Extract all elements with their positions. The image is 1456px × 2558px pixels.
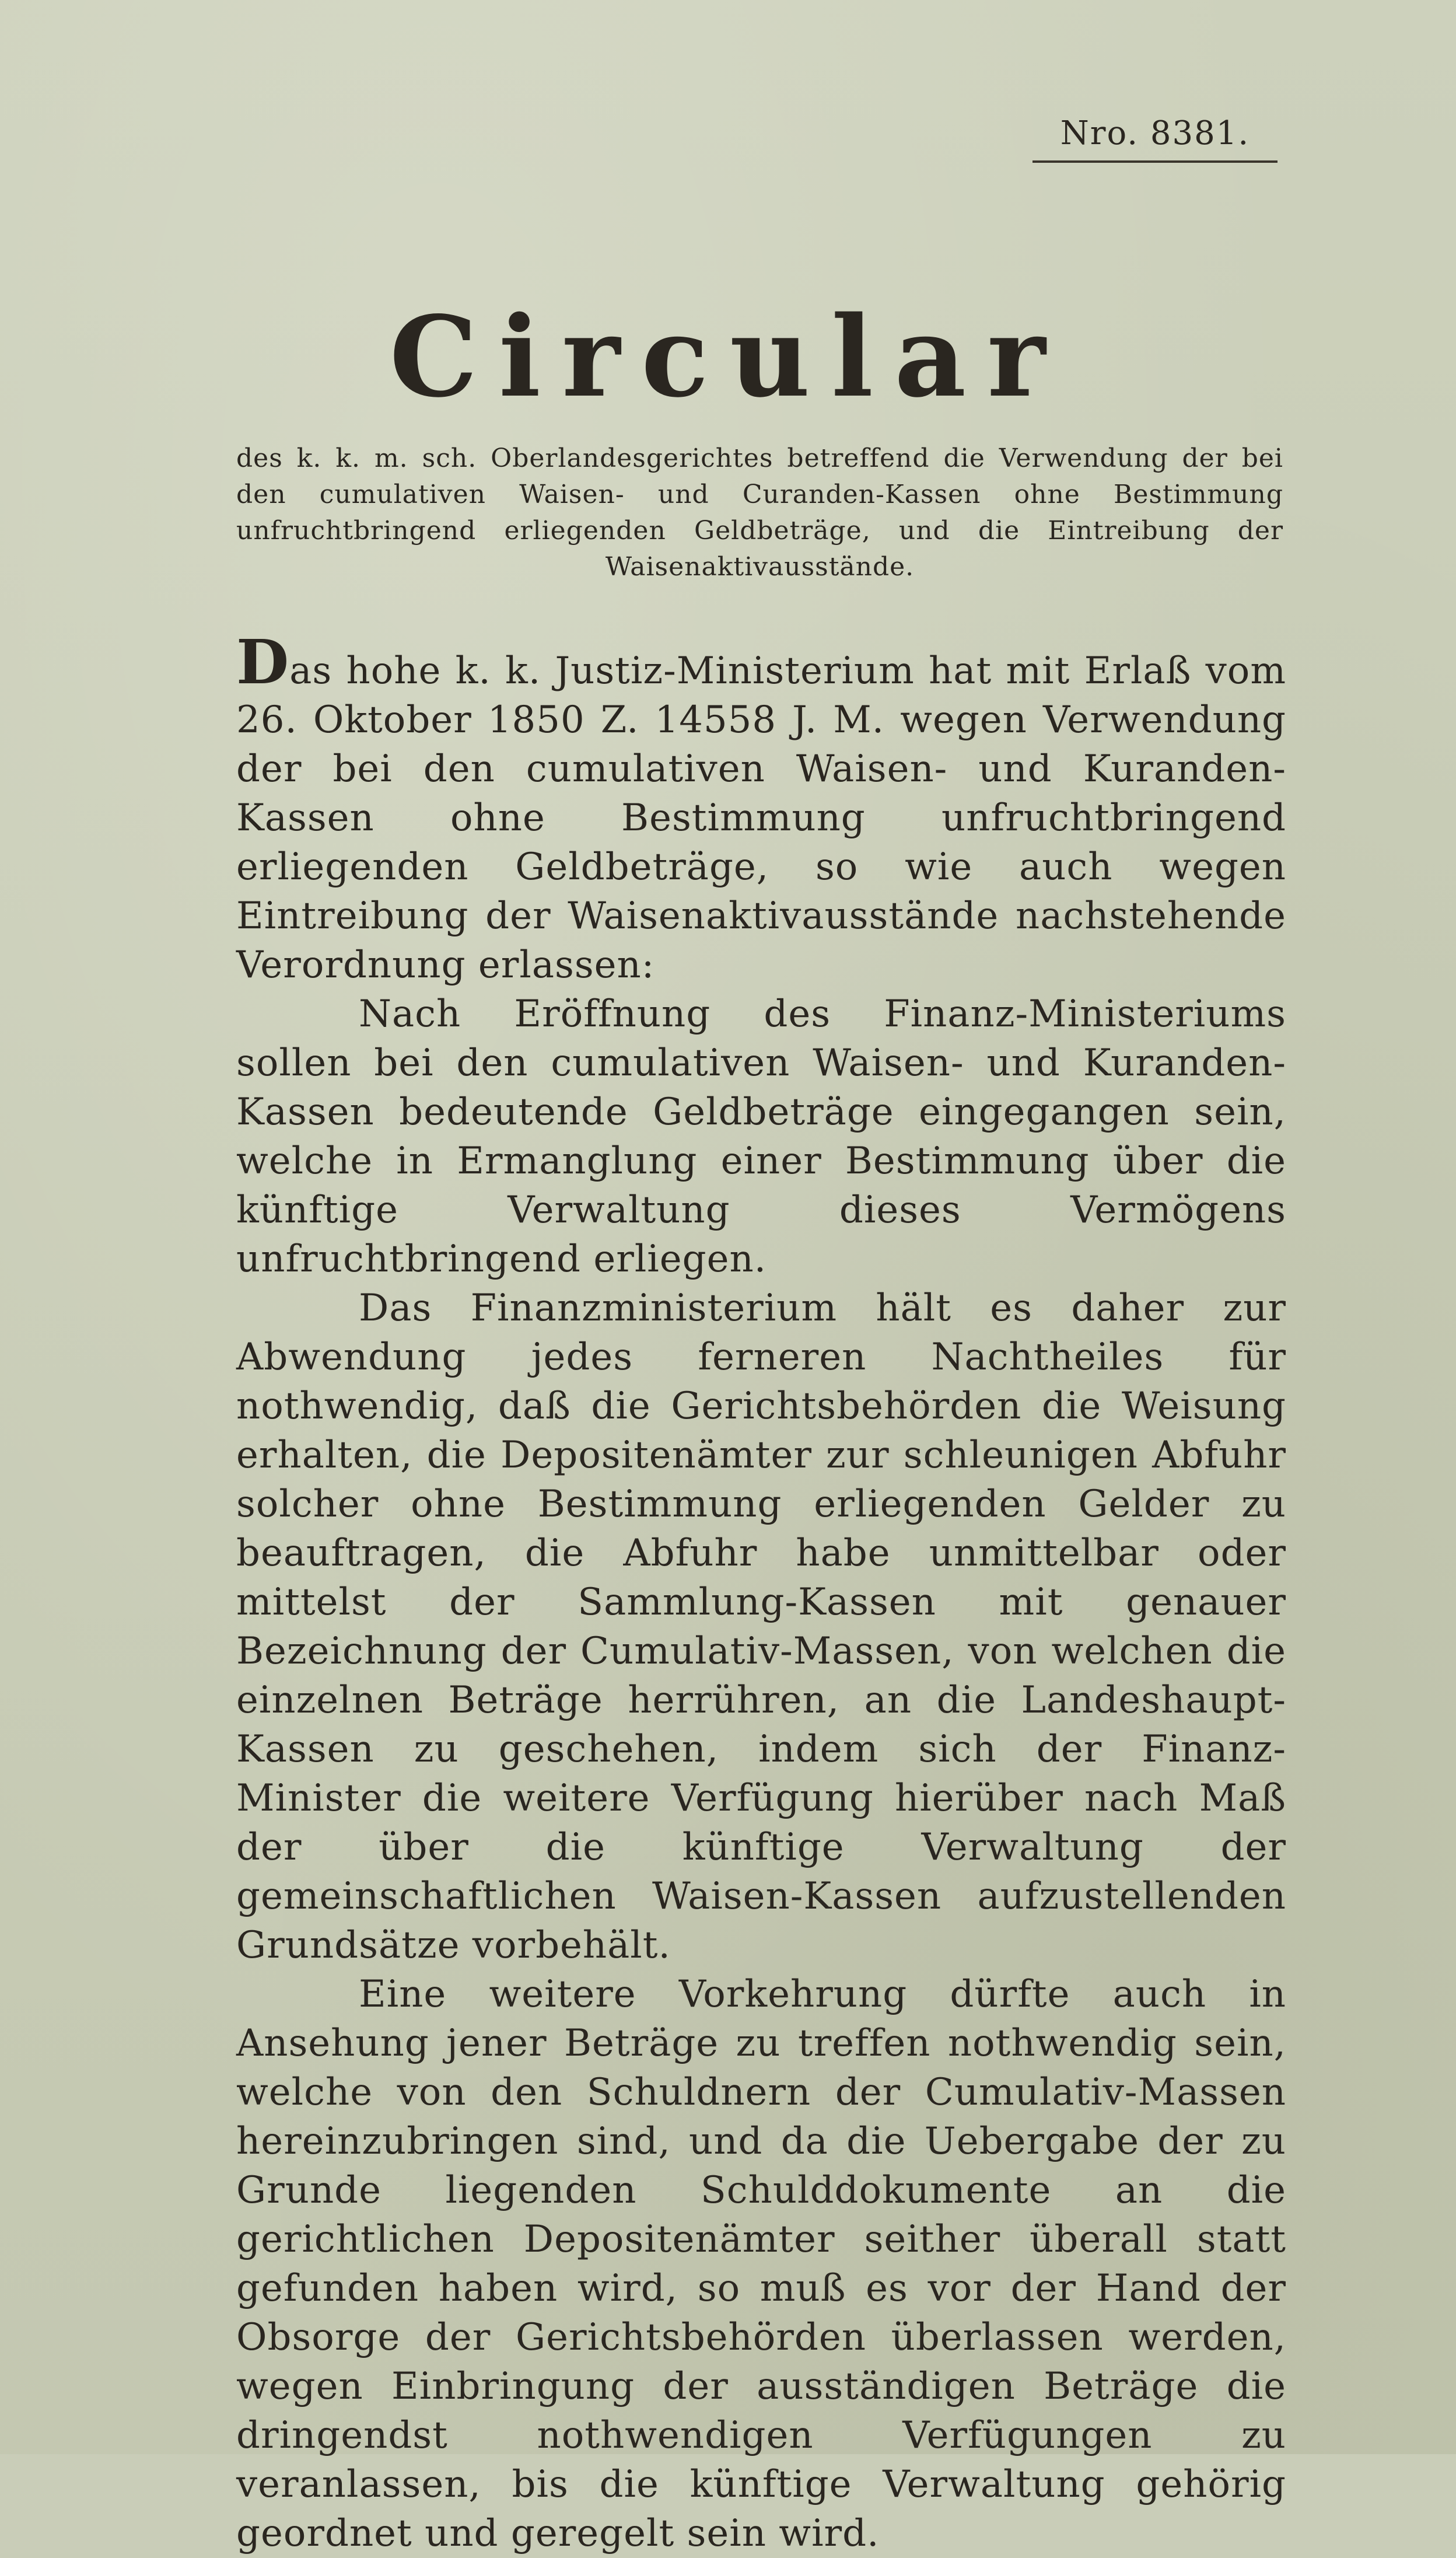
paragraph-2: Nach Eröffnung des Finanz-Ministeriums sollen bei den cumulativen Waisen- und Kuranden-Kassen bedeutende Geldbeträge eingegangen sein, welche in Ermanglung einer Bestimmung über die künftige Verwaltung dieses Vermögens unfruchtbringend erliegen.: [236, 993, 1286, 1281]
paragraph-1: [236, 626, 1286, 990]
paragraph-1-text: as hohe k. k. Justiz-Ministerium hat mit Erlaß vom 26. Oktober 1850 Z. 14558 J. M. wegen Verwendung der bei den cumulativen Waisen- und Kuranden-Kassen ohne Bestimmung unfruchtbringend erliegenden Geldbeträge, so wie auch wegen Eintreibung der Waisenaktivausstände nachstehende Verordnung erlassen:: [236, 649, 1286, 987]
document-body: [236, 626, 1286, 2558]
document-number: Nro. 8381.: [1032, 114, 1278, 163]
document-subtitle: des k. k. m. sch. Oberlandesgerichtes betreffend die Verwendung der bei den cumulativen Waisen- und Curanden-Kassen ohne Bestimmung unfruchtbringend erliegenden Geldbeträge, und die Eintreibung der Waisenaktivausstände.: [236, 443, 1283, 582]
drop-cap: D: [236, 626, 290, 698]
paragraph-4: Eine weitere Vorkehrung dürfte auch in Ansehung jener Beträge zu treffen nothwendig sein, welche von den Schuldnern der Cumulativ-Massen hereinzubringen sind, und da die Uebergabe der zu Grunde liegenden Schulddokumente an die gerichtlichen Depositenämter seither überall statt gefunden haben wird, so muß es vor der Hand der Obsorge der Gerichtsbehörden überlassen werden, wegen Einbringung der ausständigen Beträge die dringendst nothwendigen Verfügungen zu veranlassen, bis die künftige Verwaltung gehörig geordnet und geregelt sein wird.: [236, 1973, 1286, 2555]
paragraph-3: Das Finanzministerium hält es daher zur Abwendung jedes ferneren Nachtheiles für nothwendig, daß die Gerichtsbehörden die Weisung erhalten, die Depositenämter zur schleunigen Abfuhr solcher ohne Bestimmung erliegenden Gelder zu beauftragen, die Abfuhr habe unmittelbar oder mittelst der Sammlung-Kassen mit genauer Bezeichnung der Cumulativ-Massen, von welchen die einzelnen Beträge herrühren, an die Landeshaupt-Kassen zu geschehen, indem sich der Finanz-Minister die weitere Verfügung hierüber nach Maß der über die künftige Verwaltung der gemeinschaftlichen Waisen-Kassen aufzustellenden Grundsätze vorbehält.: [236, 1287, 1286, 1967]
document-title: Circular: [389, 292, 1067, 422]
